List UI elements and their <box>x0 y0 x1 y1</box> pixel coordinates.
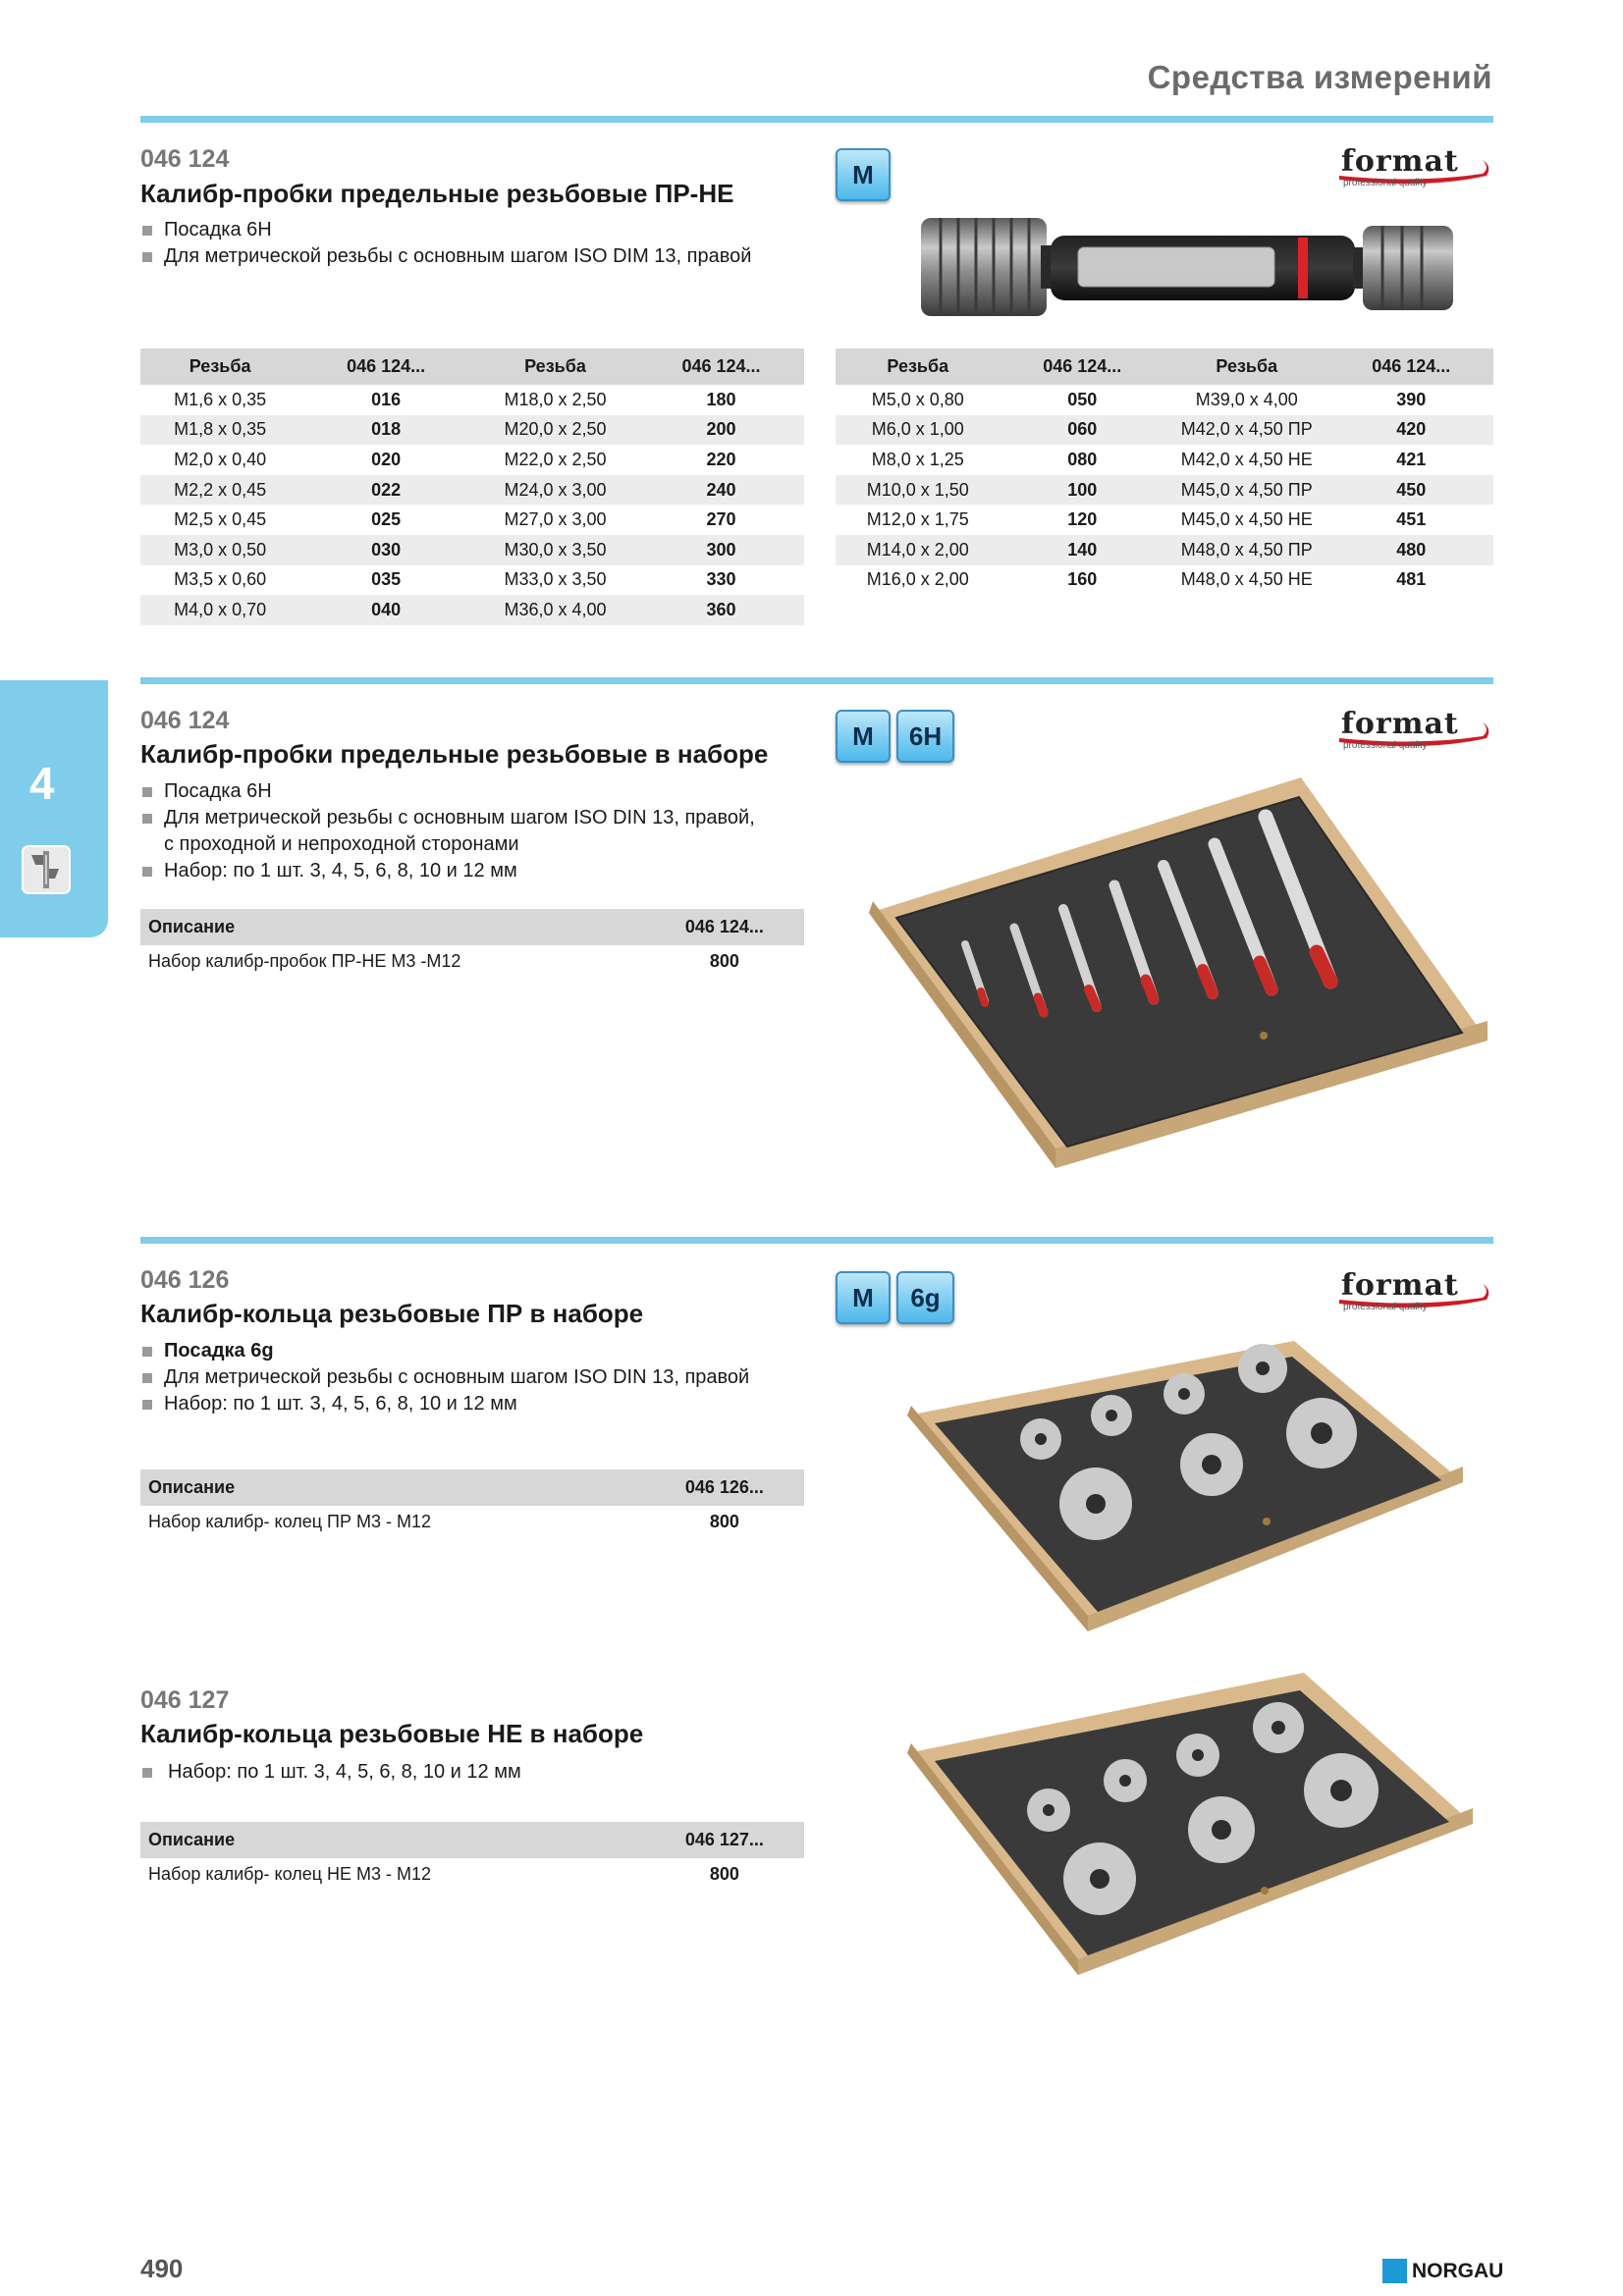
table-row <box>140 535 804 565</box>
product-code: 046 127 <box>140 1686 230 1714</box>
feature-item: Набор: по 1 шт. 3, 4, 5, 6, 8, 10 и 12 мм <box>140 1759 521 1786</box>
format-logo <box>1337 707 1494 756</box>
feature-list <box>140 778 755 884</box>
thread-cell: M5,0 x 0,80 <box>871 389 964 409</box>
logo-wordmark: format <box>1341 144 1459 179</box>
section-divider <box>140 677 1493 684</box>
brand-name: NORGAU <box>1412 2260 1504 2282</box>
code-cell: 100 <box>1001 475 1165 506</box>
table-row <box>140 475 804 506</box>
description-cell: Набор калибр- колец НЕ М3 - М12 <box>148 1863 432 1884</box>
thread-cell: M1,8 x 0,35 <box>140 415 299 446</box>
thread-cell: M45,0 x 4,50 HE <box>1180 509 1313 530</box>
code-cell: 025 <box>371 509 402 530</box>
code-cell: 160 <box>1067 569 1098 590</box>
format-logo <box>1337 1268 1494 1317</box>
table-row <box>836 535 1493 565</box>
feature-item-continuation: с проходной и непроходной сторонами <box>164 833 519 855</box>
plug-gauge-image <box>913 206 1483 329</box>
column-header: 046 124... <box>1329 348 1494 385</box>
thread-table-right <box>836 348 1493 595</box>
table-row <box>836 415 1493 446</box>
thread-cell: M8,0 x 1,25 <box>871 449 964 469</box>
column-header: Описание <box>140 909 645 945</box>
table-row <box>836 385 1493 415</box>
code-cell: 300 <box>638 535 804 565</box>
thread-cell: M4,0 x 0,70 <box>140 595 299 625</box>
thread-cell: M16,0 x 2,00 <box>866 569 969 590</box>
product-code: 046 126 <box>140 1266 230 1294</box>
thread-cell: M27,0 x 3,00 <box>504 509 607 530</box>
logo-tagline: professional quality <box>1343 1302 1428 1312</box>
section-title: Средства измерений <box>1147 59 1492 95</box>
code-cell: 180 <box>706 389 736 409</box>
feature-item: Посадка 6H <box>140 217 751 243</box>
code-cell: 800 <box>709 1511 739 1531</box>
code-cell: 390 <box>1396 389 1427 409</box>
feature-item: Набор: по 1 шт. 3, 4, 5, 6, 8, 10 и 12 мм <box>140 1391 749 1417</box>
table-row <box>140 945 804 977</box>
code-cell: 030 <box>299 535 472 565</box>
thread-cell: M2,5 x 0,45 <box>174 509 267 530</box>
code-cell: 800 <box>709 950 739 971</box>
thread-table-left <box>140 348 804 625</box>
page-number: 490 <box>140 2254 184 2283</box>
code-cell: 421 <box>1396 449 1427 469</box>
code-cell: 050 <box>1067 389 1098 409</box>
code-cell: 140 <box>1001 535 1165 565</box>
feature-item: Для метрической резьбы с основным шагом ISO DIM 13, правой <box>140 243 751 270</box>
feature-item: Для метрической резьбы с основным шагом ISO DIN 13, правой <box>140 1364 749 1391</box>
logo-wordmark: format <box>1341 1268 1459 1303</box>
chapter-tab[interactable] <box>0 680 108 937</box>
table-row <box>140 565 804 596</box>
feature-item: Посадка 6g <box>140 1338 749 1364</box>
section-divider <box>140 1237 1493 1244</box>
format-logo <box>1337 144 1494 193</box>
thread-cell: M30,0 x 3,50 <box>472 535 638 565</box>
code-cell: 035 <box>371 569 402 590</box>
code-cell: 022 <box>299 475 472 506</box>
feature-item: Посадка 6H <box>140 778 755 805</box>
order-table <box>140 909 804 977</box>
logo-tagline: professional quality <box>1343 178 1428 188</box>
product-code: 046 124 <box>140 145 230 173</box>
feature-list <box>140 1759 521 1786</box>
chapter-number: 4 <box>29 758 55 809</box>
thread-cell: M39,0 x 4,00 <box>1195 389 1298 409</box>
plug-gauge-set-image <box>859 775 1492 1173</box>
column-header: Резьба <box>140 348 299 385</box>
table-row <box>140 595 804 625</box>
product-title: Калибр-пробки предельные резьбовые в наборе <box>140 739 769 769</box>
tolerance-badge: 6g <box>896 1271 954 1324</box>
thread-cell: M22,0 x 2,50 <box>504 449 607 469</box>
product-title: Калибр-кольца резьбовые НЕ в наборе <box>140 1719 644 1748</box>
thread-cell: M36,0 x 4,00 <box>472 595 638 625</box>
thread-cell: M3,5 x 0,60 <box>174 569 267 590</box>
feature-item: Набор: по 1 шт. 3, 4, 5, 6, 8, 10 и 12 мм <box>140 858 755 884</box>
thread-cell: M48,0 x 4,50 ПР <box>1164 535 1329 565</box>
code-cell: 420 <box>1329 415 1494 446</box>
ring-gauge-set-image-nogo <box>903 1669 1478 1983</box>
caliper-icon <box>22 845 71 894</box>
table-row <box>140 505 804 535</box>
code-cell: 360 <box>638 595 804 625</box>
description-cell: Набор калибр-пробок ПР-НЕ М3 -М12 <box>148 950 461 971</box>
feature-item: Для метрической резьбы с основным шагом ISO DIN 13, правой, <box>140 805 755 831</box>
column-header: Описание <box>140 1469 645 1506</box>
column-header: 046 126... <box>645 1469 804 1506</box>
thread-cell: M33,0 x 3,50 <box>504 569 607 590</box>
table-row <box>836 445 1493 475</box>
thread-cell: M48,0 x 4,50 HE <box>1180 569 1313 590</box>
thread-cell: M20,0 x 2,50 <box>472 415 638 446</box>
thread-cell: M10,0 x 1,50 <box>836 475 1001 506</box>
thread-cell: M45,0 x 4,50 ПР <box>1164 475 1329 506</box>
column-header: 046 124... <box>1001 348 1165 385</box>
code-cell: 480 <box>1329 535 1494 565</box>
column-header: Описание <box>140 1822 645 1858</box>
thread-cell: M14,0 x 2,00 <box>836 535 1001 565</box>
code-cell: 120 <box>1067 509 1098 530</box>
code-cell: 200 <box>638 415 804 446</box>
column-header: 046 124... <box>638 348 804 385</box>
column-header: Резьба <box>836 348 1001 385</box>
code-cell: 080 <box>1067 449 1098 469</box>
table-row <box>836 565 1493 596</box>
column-header: Резьба <box>1164 348 1329 385</box>
product-code: 046 124 <box>140 707 230 734</box>
thread-cell: M2,2 x 0,45 <box>140 475 299 506</box>
table-row <box>836 475 1493 506</box>
code-cell: 330 <box>706 569 736 590</box>
code-cell: 020 <box>371 449 402 469</box>
table-row <box>140 1858 804 1890</box>
code-cell: 451 <box>1396 509 1427 530</box>
table-row <box>140 385 804 415</box>
code-cell: 800 <box>709 1863 739 1884</box>
description-cell: Набор калибр- колец ПР М3 - М12 <box>148 1511 431 1531</box>
thread-cell: M12,0 x 1,75 <box>866 509 969 530</box>
logo-tagline: professional quality <box>1343 740 1428 751</box>
code-cell: 018 <box>299 415 472 446</box>
column-header: 046 124... <box>645 909 804 945</box>
table-row <box>836 505 1493 535</box>
metric-badge: M <box>836 710 891 763</box>
table-row <box>140 445 804 475</box>
section-divider <box>140 116 1493 123</box>
feature-list <box>140 1338 749 1417</box>
logo-wordmark: format <box>1341 707 1459 741</box>
product-title: Калибр-кольца резьбовые ПР в наборе <box>140 1299 644 1328</box>
code-cell: 270 <box>706 509 736 530</box>
thread-cell: M42,0 x 4,50 ПР <box>1164 415 1329 446</box>
code-cell: 060 <box>1001 415 1165 446</box>
thread-cell: M1,6 x 0,35 <box>174 389 267 409</box>
code-cell: 220 <box>706 449 736 469</box>
tolerance-badge: 6H <box>896 710 954 763</box>
thread-cell: M6,0 x 1,00 <box>836 415 1001 446</box>
order-table <box>140 1822 804 1890</box>
brand-square-icon <box>1382 2259 1407 2283</box>
column-header: 046 127... <box>645 1822 804 1858</box>
order-table <box>140 1469 804 1537</box>
metric-badge: M <box>836 1271 891 1324</box>
ring-gauge-set-image-go <box>903 1337 1468 1641</box>
code-cell: 040 <box>299 595 472 625</box>
product-title: Калибр-пробки предельные резьбовые ПР-НЕ <box>140 179 734 208</box>
table-row <box>140 415 804 446</box>
metric-badge: M <box>836 148 891 201</box>
code-cell: 016 <box>371 389 402 409</box>
feature-list <box>140 217 751 270</box>
thread-cell: M2,0 x 0,40 <box>174 449 267 469</box>
code-cell: 240 <box>638 475 804 506</box>
code-cell: 450 <box>1329 475 1494 506</box>
thread-cell: M18,0 x 2,50 <box>504 389 607 409</box>
column-header: Резьба <box>472 348 638 385</box>
code-cell: 481 <box>1396 569 1427 590</box>
column-header: 046 124... <box>299 348 472 385</box>
table-row <box>140 1506 804 1537</box>
thread-cell: M42,0 x 4,50 HE <box>1180 449 1313 469</box>
thread-cell: M3,0 x 0,50 <box>140 535 299 565</box>
thread-cell: M24,0 x 3,00 <box>472 475 638 506</box>
